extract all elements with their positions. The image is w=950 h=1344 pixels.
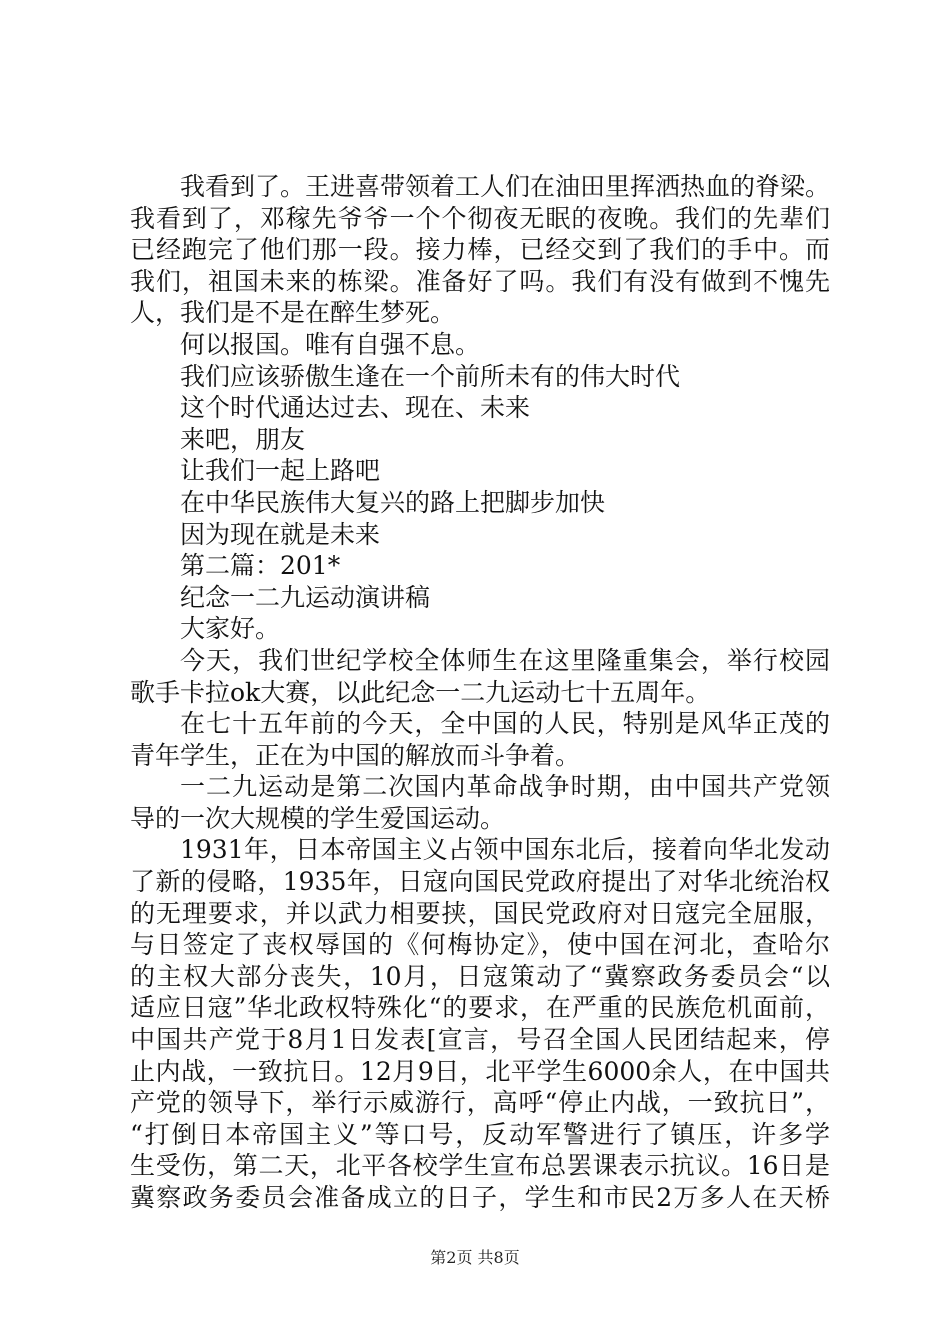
text-line: “打倒日本帝国主义”等口号，反动军警进行了镇压，许多学 (130, 1119, 830, 1149)
text-line: 纪念一二九运动演讲稿 (180, 582, 431, 612)
text-line: 止内战，一致抗日。12月9日，北平学生6000余人，在中国共 (130, 1056, 830, 1086)
text-line: 人，我们是不是在醉生梦死。 (130, 298, 456, 328)
text-line: 我们应该骄傲生逢在一个前所未有的伟大时代 (180, 361, 681, 391)
text-line: 一二九运动是第二次国内革命战争时期，由中国共产党领 (180, 772, 830, 802)
text-line: 1931年，日本帝国主义占领中国东北后，接着向华北发动 (180, 835, 830, 865)
document-body (130, 171, 830, 1214)
text-line: 这个时代通达过去、现在、未来 (180, 393, 531, 423)
text-line: 我看到了，邓稼先爷爷一个个彻夜无眠的夜晚。我们的先辈们 (130, 203, 830, 233)
text-line: 中国共产党于8月1日发表[宣言，号召全国人民团结起来，停 (130, 1025, 830, 1055)
text-line: 来吧，朋友 (180, 424, 306, 454)
text-line: 大家好。 (180, 614, 281, 644)
text-line: 已经跑完了他们那一段。接力棒，已经交到了我们的手中。而 (130, 235, 830, 265)
text-line: 生受伤，第二天，北平各校学生宣布总罢课表示抗议。16日是 (130, 1151, 830, 1181)
text-line: 何以报国。唯有自强不息。 (180, 329, 481, 359)
text-line: 的主权大部分丧失，10月，日寇策动了“冀察政务委员会“以 (130, 961, 830, 991)
text-line: 冀察政务委员会准备成立的日子，学生和市民2万多人在天桥 (130, 1183, 830, 1212)
text-line: 导的一次大规模的学生爱国运动。 (130, 803, 506, 833)
text-line: 让我们一起上路吧 (180, 456, 381, 486)
page-number-footer: 第2页 共8页 (430, 1248, 520, 1267)
text-line: 产党的领导下，举行示威游行，高呼“停止内战，一致抗日”， (130, 1088, 830, 1118)
text-line: 因为现在就是未来 (180, 519, 381, 549)
text-line: 我们，祖国未来的栋梁。准备好了吗。我们有没有做到不愧先 (130, 266, 830, 296)
text-line: 我看到了。王进喜带领着工人们在油田里挥洒热血的脊梁。 (180, 172, 830, 201)
text-line: 今天，我们世纪学校全体师生在这里隆重集会，举行校园 (180, 645, 830, 675)
text-line: 在七十五年前的今天，全中国的人民，特别是风华正茂的 (180, 709, 830, 739)
text-line: 的无理要求，并以武力相要挟，国民党政府对日寇完全屈服， (130, 898, 830, 928)
text-line: 与日签定了丧权辱国的《何梅协定》，使中国在河北，查哈尔 (130, 930, 830, 960)
text-line: 在中华民族伟大复兴的路上把脚步加快 (180, 487, 606, 517)
text-line: 适应日寇”华北政权特殊化“的要求，在严重的民族危机面前， (130, 993, 830, 1023)
text-line: 青年学生，正在为中国的解放而斗争着。 (130, 740, 581, 770)
text-line: 歌手卡拉ok大赛，以此纪念一二九运动七十五周年。 (130, 677, 711, 707)
text-line: 第二篇：201* (180, 551, 341, 581)
text-line: 了新的侵略，1935年，日寇向国民党政府提出了对华北统治权 (130, 867, 830, 897)
